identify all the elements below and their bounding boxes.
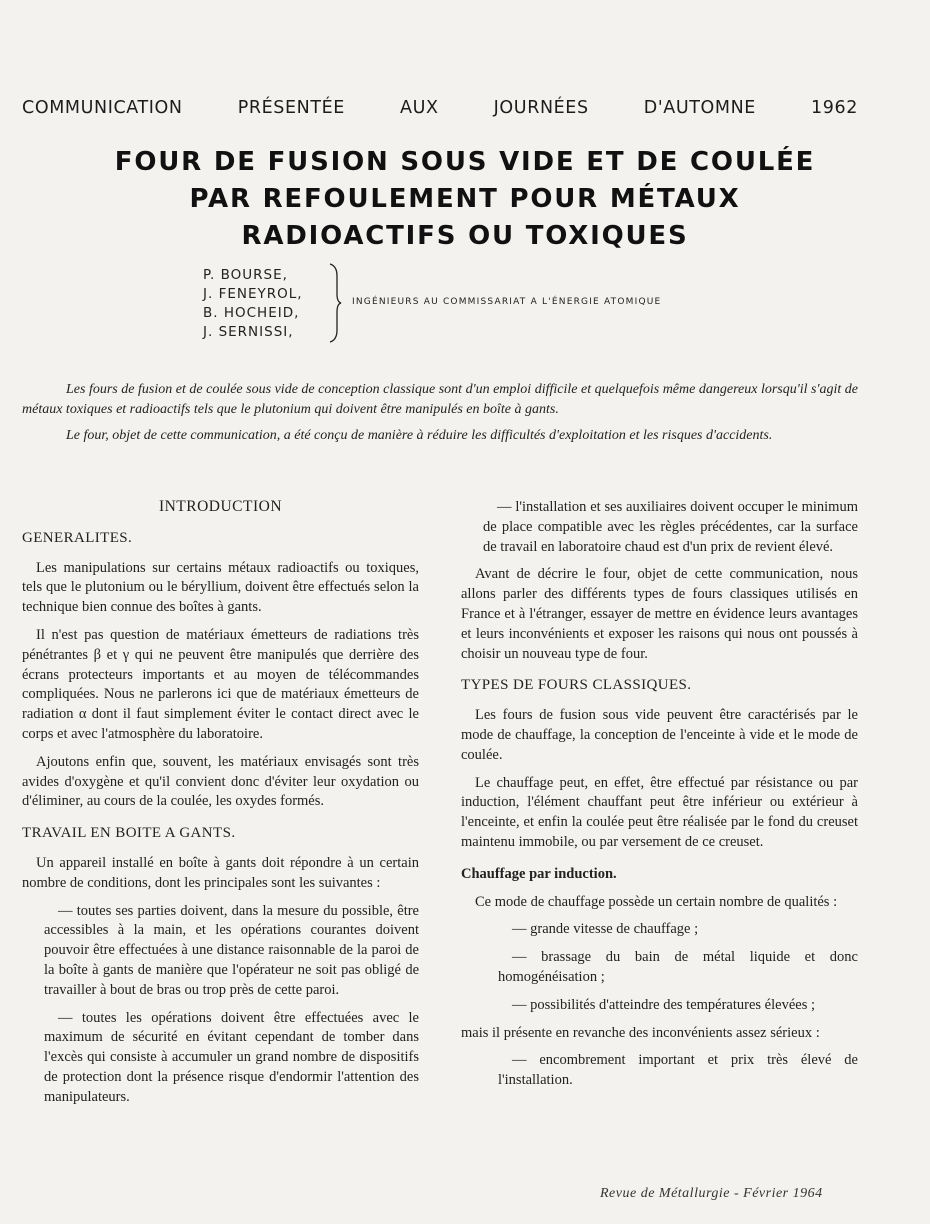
- body-paragraph: Ajoutons enfin que, souvent, les matériaux envisagés sont très avides d'oxygène et qu'il convient donc d'éviter leur oxydation ou d'éliminer, au cours de la coulée, les oxydes formés.: [22, 753, 419, 810]
- author-name: B. HOCHEID,: [203, 305, 300, 321]
- subsection-heading-chauffage: Chauffage par induction.: [461, 865, 617, 882]
- quality-list-item: — brassage du bain de métal liquide et donc homogénéisation ;: [498, 949, 858, 985]
- quality-list-item: — grande vitesse de chauffage ;: [512, 921, 699, 938]
- author-list: [203, 266, 303, 342]
- dash-list-item: — toutes ses parties doivent, dans la mesure du possible, être accessibles à la main, et les opérations courantes doivent pouvoir être effectuées à une distance raisonnable de la paroi de la boîte à gants de manière que l'opérateur ne soit pas obligé de travailler à bout de bras ou trop près de cette paroi.: [44, 902, 419, 998]
- author-name: J. SERNISSI,: [203, 324, 294, 340]
- left-column: [22, 497, 419, 1116]
- conference-header: [22, 98, 858, 118]
- paper-title: [40, 144, 890, 255]
- body-paragraph: Les fours de fusion sous vide peuvent être caractérisés par le mode de chauffage, la conception de l'enceinte à vide et le mode de coulée.: [461, 707, 858, 763]
- author-brace: [328, 262, 342, 344]
- body-paragraph: Avant de décrire le four, objet de cette communication, nous allons parler des différents types de fours classiques utilisés en France et à l'étranger, essayer de mettre en évidence leurs avantages et leurs inconvénients et exposer les raisons qui nous ont poussés à choisir un nouveau type de four.: [461, 566, 858, 662]
- abstract-paragraph: Les fours de fusion et de coulée sous vide de conception classique sont d'un emploi difficile et quelquefois même dangereux lorsqu'il s'agit de métaux toxiques et radioactifs tels que le plutonium qui doivent être manipulés en boîte à gants.: [22, 382, 858, 417]
- affiliation: INGÉNIEURS AU COMMISSARIAT A L'ÉNERGIE ATOMIQUE: [352, 297, 662, 307]
- body-paragraph: Le chauffage peut, en effet, être effectué par résistance ou par induction, l'élément chauffant peut être inférieur ou extérieur à l'enceinte, et enfin la coulée peut être réalisée par le fond du creuset maintenu immobile, ou par versement de ce creuset.: [461, 774, 858, 850]
- title-line-2: PAR REFOULEMENT POUR MÉTAUX: [189, 184, 741, 214]
- dash-list-item: — toutes les opérations doivent être effectuées avec le maximum de sécurité en évitant cependant de tomber dans l'excès qui consiste à accumuler un grand nombre de dispositifs de protection dont la présence risque d'endormir l'attention des manipulateurs.: [44, 1009, 419, 1105]
- body-paragraph: Il n'est pas question de matériaux émetteurs de radiations très pénétrantes β et γ qui ne peuvent être manipulés que derrière des écrans protecteurs importants et au moyen de télécommandes compliquées. Nous ne parlerons ici que de matériaux émetteurs de radiation α dont il faut simplement éviter le contact direct avec le corps et avec l'atmosphère du laboratoire.: [22, 626, 419, 742]
- title-line-1: FOUR DE FUSION SOUS VIDE ET DE COULÉE: [114, 147, 816, 177]
- right-column: [461, 498, 858, 1099]
- header-word: D'AUTOMNE: [643, 98, 756, 118]
- body-paragraph: Ce mode de chauffage possède un certain nombre de qualités :: [475, 893, 838, 910]
- introduction-heading: INTRODUCTION: [158, 498, 283, 515]
- header-word: JOURNÉES: [493, 98, 589, 118]
- section-heading-generalites: GENERALITES.: [22, 529, 133, 546]
- header-word: PRÉSENTÉE: [237, 98, 345, 118]
- title-line-3: RADIOACTIFS OU TOXIQUES: [241, 221, 689, 251]
- body-paragraph: Les manipulations sur certains métaux radioactifs ou toxiques, tels que le plutonium ou le béryllium, doivent être effectués selon la technique bien connue des boîtes à gants.: [22, 559, 419, 616]
- header-word: COMMUNICATION: [22, 98, 183, 118]
- dash-list-item: — l'installation et ses auxiliaires doivent occuper le minimum de place compatible avec les règles précédentes, car la surface de travail en laboratoire chaud est d'un prix de revient élevé.: [483, 499, 858, 555]
- header-word: AUX: [400, 98, 439, 118]
- body-paragraph: Un appareil installé en boîte à gants doit répondre à un certain nombre de conditions, dont les principales sont les suivantes :: [22, 854, 419, 891]
- author-name: P. BOURSE,: [203, 267, 288, 283]
- abstract-paragraph: Le four, objet de cette communication, a été conçu de manière à réduire les difficultés d'exploitation et les risques d'accidents.: [66, 428, 773, 443]
- section-heading-types: TYPES DE FOURS CLASSIQUES.: [461, 677, 692, 694]
- header-word: 1962: [811, 98, 858, 118]
- drawback-list-item: — encombrement important et prix très élevé de l'installation.: [498, 1052, 858, 1089]
- quality-list-item: — possibilités d'atteindre des températures élevées ;: [512, 996, 815, 1013]
- author-name: J. FENEYROL,: [203, 286, 303, 302]
- abstract: [22, 380, 858, 453]
- body-paragraph: mais il présente en revanche des inconvénients assez sérieux :: [461, 1024, 820, 1041]
- section-heading-travail: TRAVAIL EN BOITE A GANTS.: [22, 825, 236, 842]
- journal-footer: Revue de Métallurgie - Février 1964: [600, 1186, 823, 1201]
